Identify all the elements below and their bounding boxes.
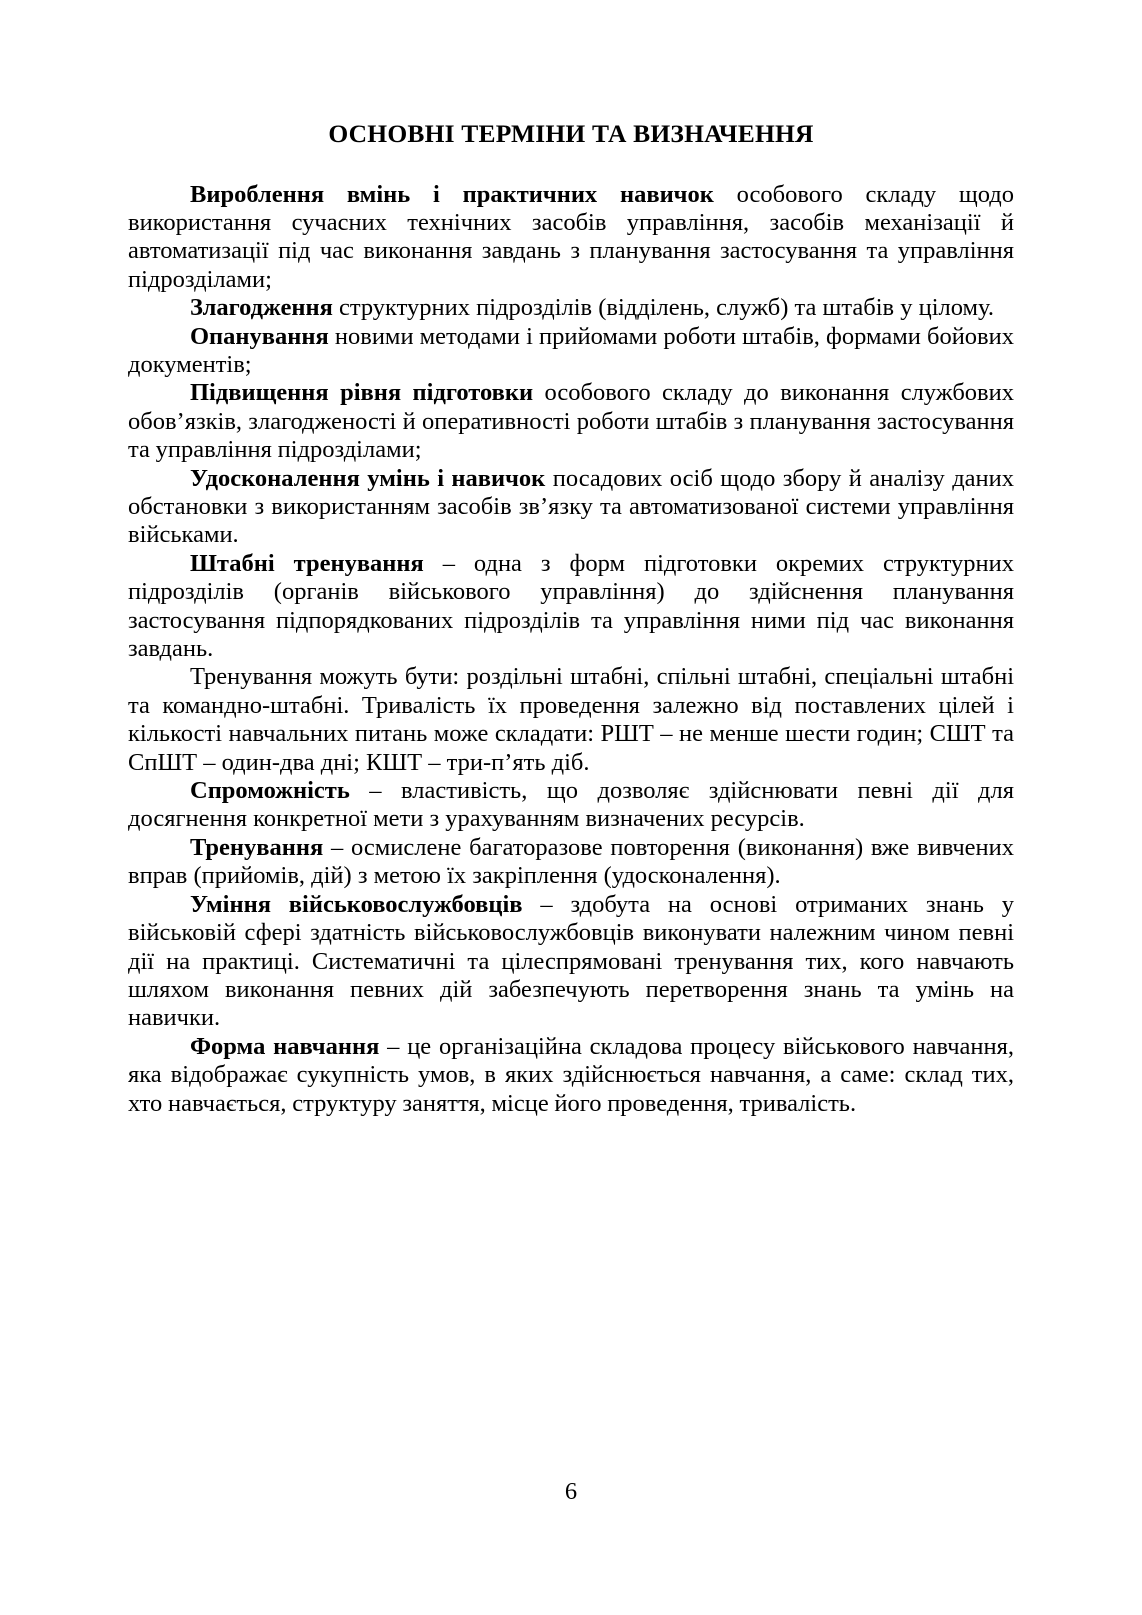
- definition-paragraph-7: [128, 663, 1014, 777]
- definition-body: – властивість, що дозволяє здійснювати певні дії для досягнення конкретної мети з урахуванням визначених ресурсів.: [128, 777, 1014, 833]
- definition-body: посадових осіб щодо збору й аналізу даних обстановки з використанням засобів зв’язку та автоматизованої системи управління військами.: [128, 464, 1015, 549]
- definition-paragraph-10: [128, 891, 1014, 1033]
- definition-body: новими методами і прийомами роботи штабів, формами бойових документів;: [128, 322, 1014, 378]
- definition-term: Штабні тренування: [190, 549, 424, 577]
- definition-term: Опанування: [190, 322, 329, 350]
- definition-body: особового складу до виконання службових обов’язків, злагодженості й оперативності роботи штабів з планування застосування та управління підрозділами;: [128, 379, 1014, 464]
- definition-body: Тренування можуть бути: роздільні штабні, спільні штабні, спеціальні штабні та командно-штабні. Тривалість їх проведення залежно від поставлених цілей і кількості навчальних питань може складати: РШТ – не менше шести годин; СШТ та СпШТ – один-два дні; КШТ – три-п’ять діб.: [128, 663, 1014, 776]
- definition-body: особового складу щодо використання сучасних технічних засобів управління, засобів механізації й автоматизації під час виконання завдань з планування застосування та управління підрозділами;: [128, 180, 1014, 293]
- definition-paragraph-1: [128, 181, 1014, 295]
- definition-term: Вироблення вмінь і практичних навичок: [190, 180, 714, 208]
- definition-term: Уміння військовослужбовців: [190, 890, 523, 918]
- definition-term: Удосконалення умінь і навичок: [190, 464, 546, 492]
- definition-body: – це організаційна складова процесу військового навчання, яка відображає сукупність умов, в яких здійснюється навчання, а саме: склад тих, хто навчається, структуру заняття, місце його проведення, тривалість.: [128, 1032, 1015, 1117]
- page-title: ОСНОВНІ ТЕРМІНИ ТА ВИЗНАЧЕННЯ: [328, 119, 814, 148]
- definition-paragraph-11: [128, 1033, 1014, 1118]
- definition-paragraph-9: [128, 834, 1014, 891]
- definition-term: Злагодження: [190, 294, 333, 322]
- definition-term: Форма навчання: [190, 1032, 380, 1060]
- definition-body: – осмислене багаторазове повторення (виконання) вже вивчених вправ (прийомів, дій) з метою їх закріплення (удосконалення).: [128, 833, 1014, 890]
- definition-paragraph-5: [128, 465, 1014, 550]
- definition-body: – здобута на основі отриманих знань у військовій сфері здатність військовослужбовців виконувати належним чином певні дії на практиці. Систематичні та цілеспрямовані тренування тих, кого навчають шляхом виконання певних дій забезпечують перетворення знань та умінь на навички.: [128, 890, 1014, 1032]
- page-number: 6: [564, 1478, 578, 1505]
- definition-term: Підвищення рівня підготовки: [190, 379, 534, 407]
- definition-paragraph-6: [128, 550, 1014, 664]
- definition-paragraph-4: [128, 379, 1014, 464]
- definition-paragraph-3: [128, 323, 1014, 380]
- definition-body: структурних підрозділів (відділень, служб) та штабів у цілому.: [332, 294, 994, 322]
- definition-paragraph-8: [128, 777, 1014, 834]
- definition-body: – одна з форм підготовки окремих структурних підрозділів (органів військового управління) до здійснення планування застосування підпорядкованих підрозділів та управління ними під час виконання завдань.: [128, 549, 1014, 663]
- definition-term: Тренування: [190, 833, 324, 861]
- page-content: [128, 120, 1014, 1118]
- definition-term: Спроможність: [190, 777, 350, 805]
- definition-paragraph-2: [128, 294, 1014, 322]
